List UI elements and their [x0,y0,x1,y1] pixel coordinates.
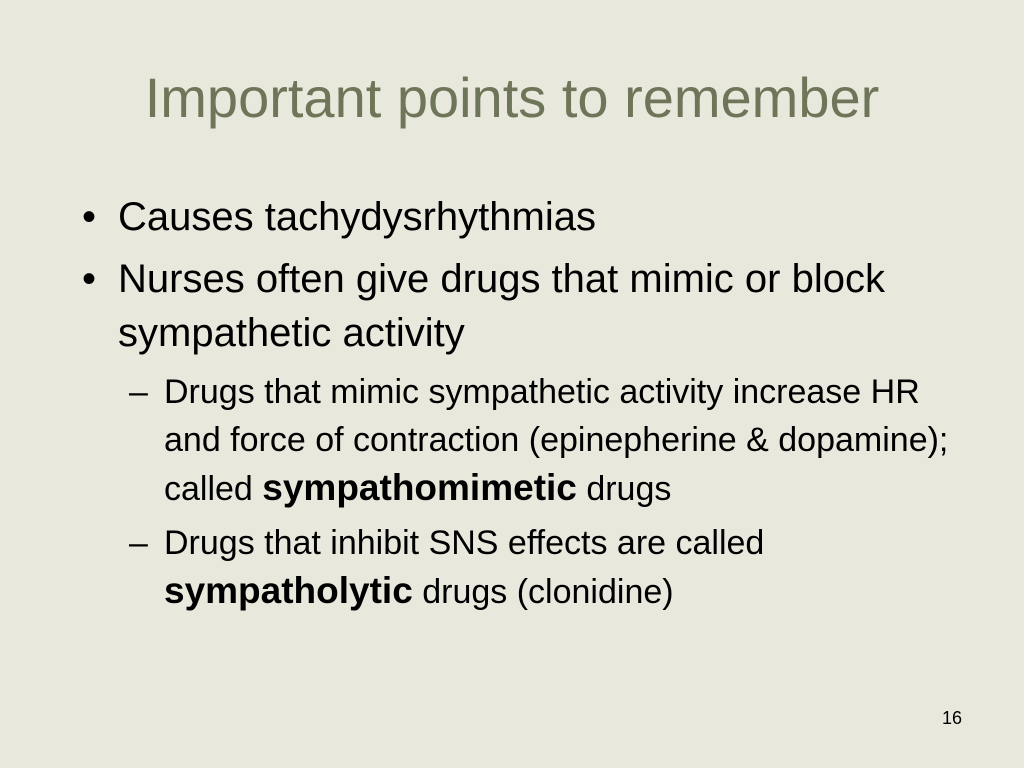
sub-bullet-text: Drugs that inhibit SNS effects are called [164,524,765,562]
sub-bullet-item [72,368,952,513]
bullet-item [72,252,952,360]
sub-bullet-emphasis: sympathomimetic [262,467,577,508]
sub-bullet-dash-icon: – [129,524,148,562]
sub-bullet-item [72,519,952,616]
bullet-list [72,190,952,620]
sub-bullet-text-end: drugs (clonidine) [412,573,674,611]
bullet-dot-icon: • [82,257,97,301]
bullet-text: Causes tachydysrhythmias [118,195,596,239]
sub-bullet-text: Drugs that mimic sympathetic activity increase HR and force of contraction (epinepherine & dopamine); called [164,373,949,508]
bullet-text: Nurses often give drugs that mimic or block sympathetic activity [118,257,885,355]
bullet-dot-icon: • [82,195,97,239]
sub-bullet-emphasis: sympatholytic [164,570,413,611]
slide-title: Important points to remember [144,66,880,129]
page-number: 16 [941,708,962,728]
sub-bullet-dash-icon: – [129,373,148,411]
sub-bullet-text-end: drugs [576,470,672,508]
bullet-item [72,190,952,244]
